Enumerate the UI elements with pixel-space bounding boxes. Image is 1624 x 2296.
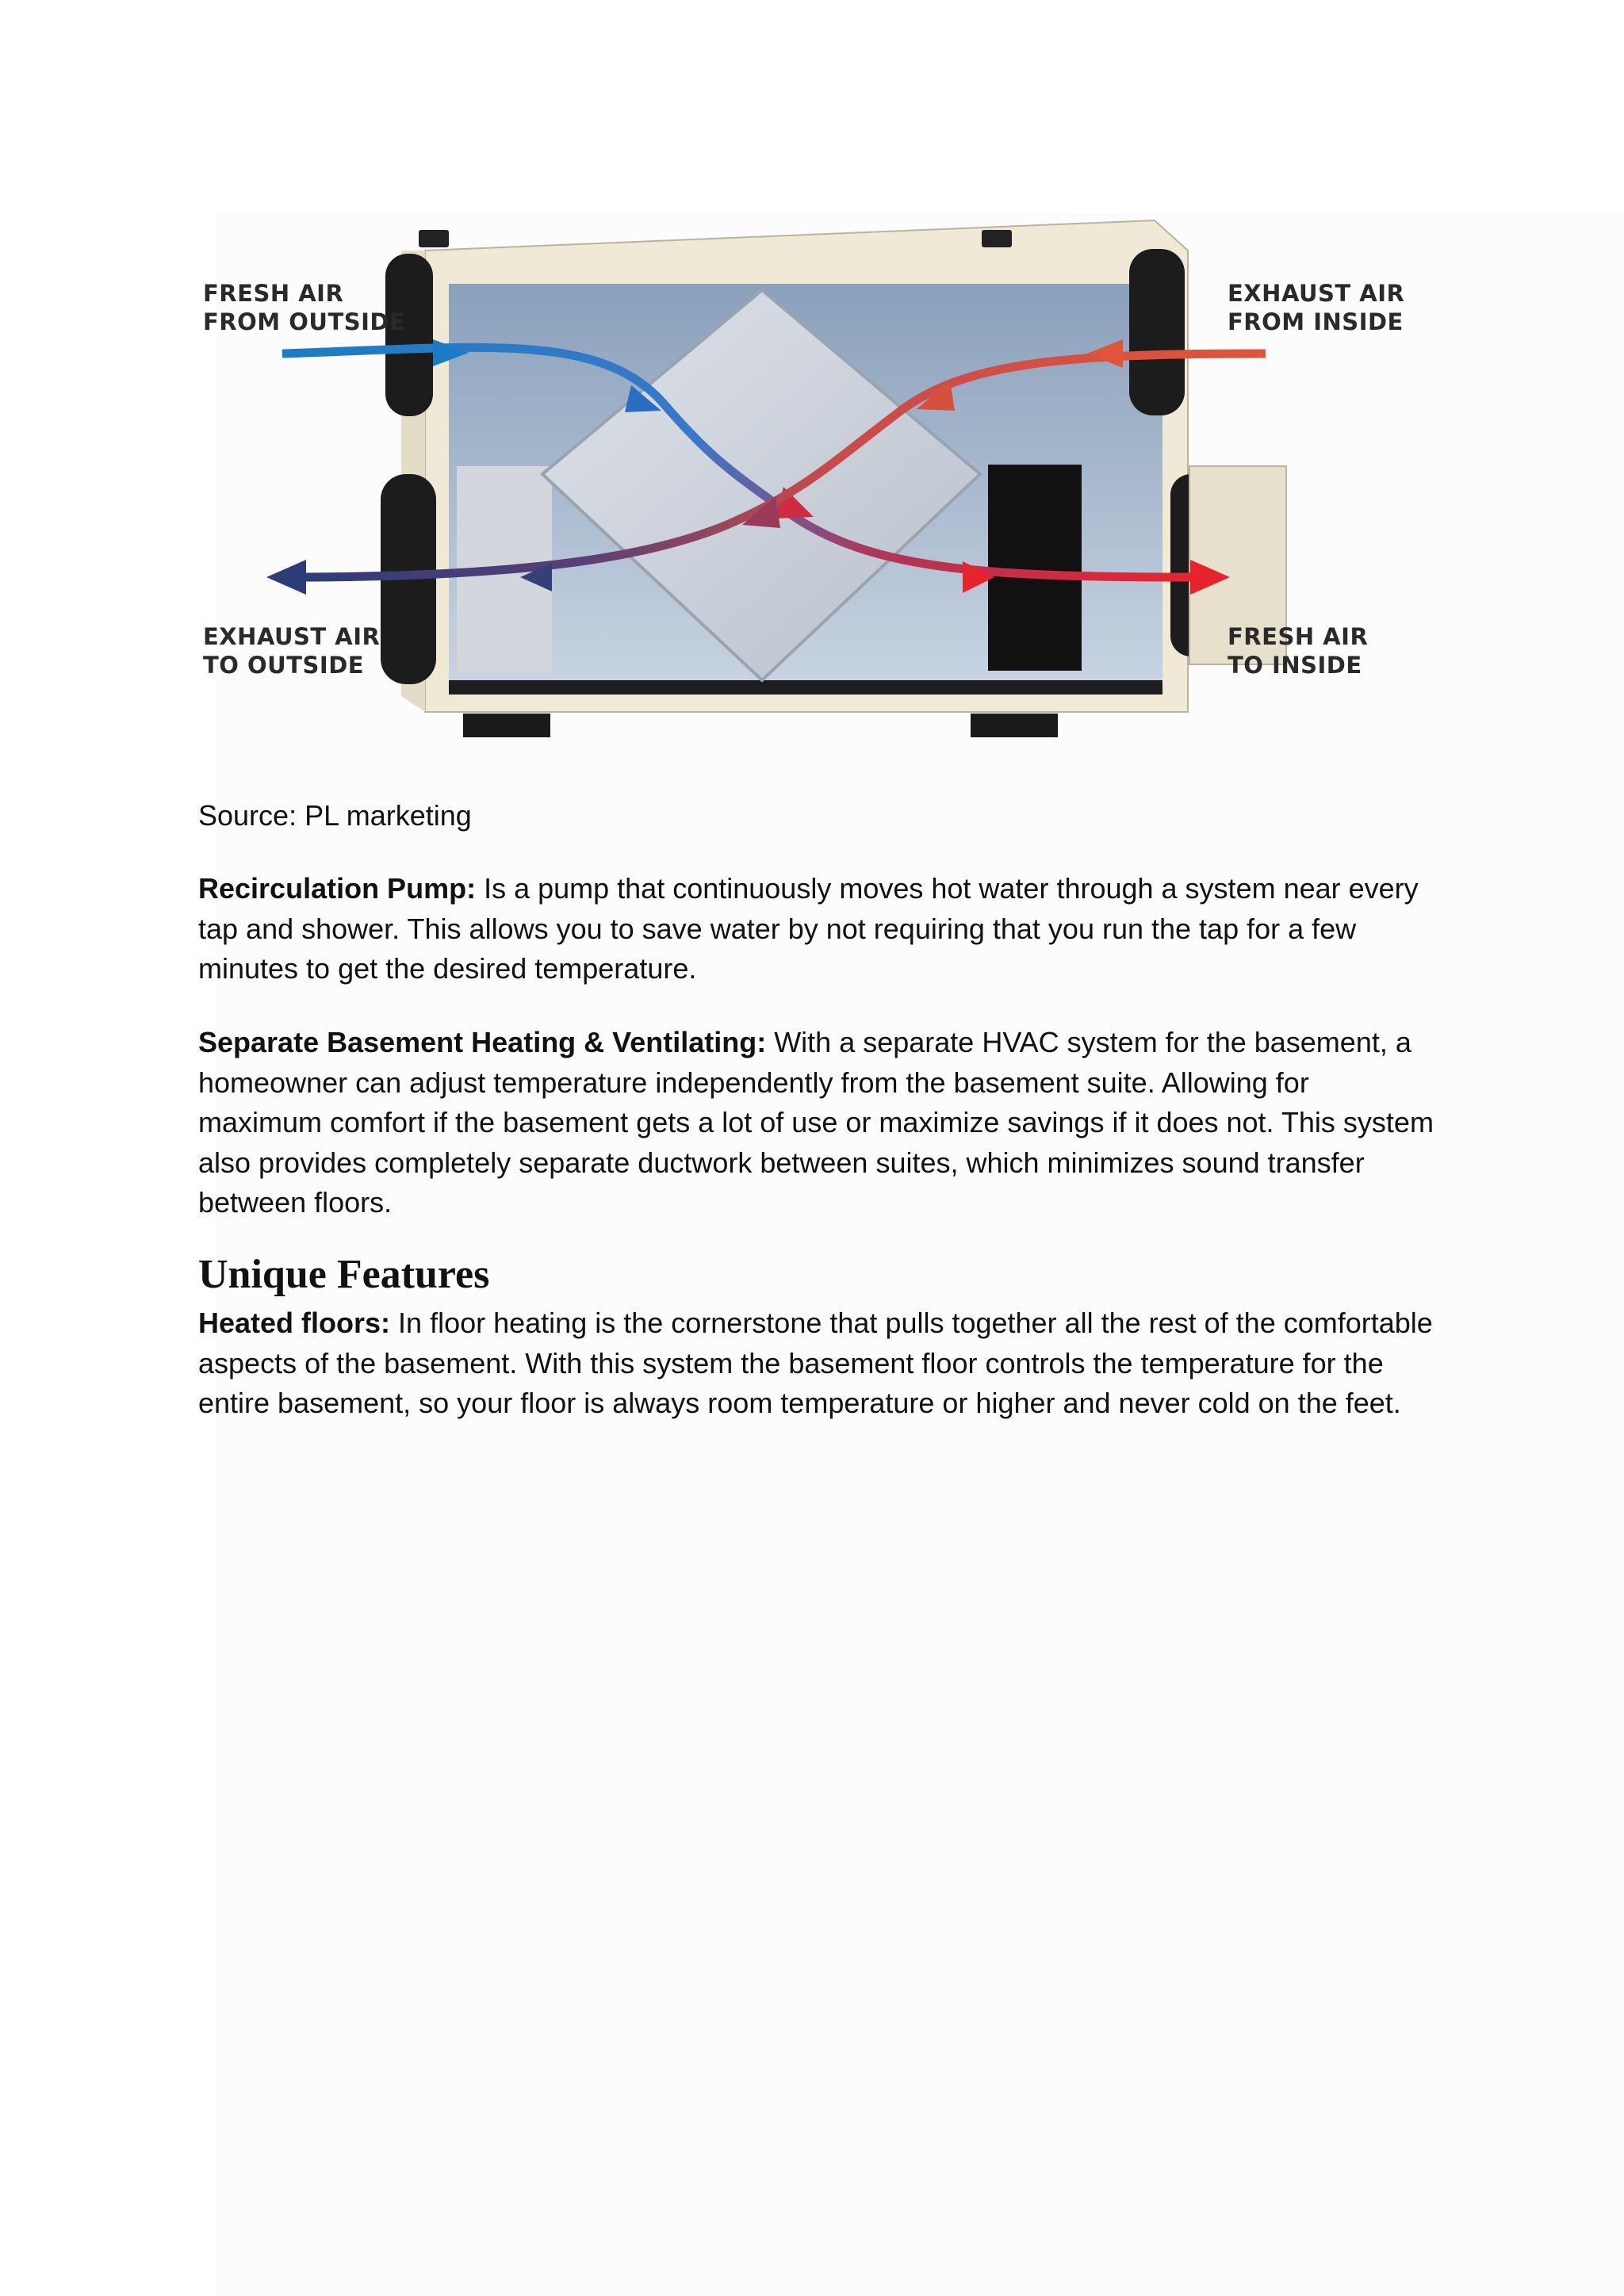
label-exhaust-air-from-inside-line1: EXHAUST AIR — [1228, 280, 1405, 307]
duct-collar-top-right — [1129, 249, 1185, 415]
label-fresh-air-from-outside-line2: FROM OUTSIDE — [203, 308, 406, 335]
figure-caption: Source: PL marketing — [198, 799, 472, 832]
description-recirculation-pump: Is a pump that continuously moves hot water through a system near every tap and shower. This allows you to save water by not requiring that you run the tap for a few minutes to get the desired temperature. — [198, 872, 1419, 985]
section-heading-unique-features: Unique Features — [198, 1252, 490, 1297]
paragraph-separate-basement-hvac — [198, 1023, 1435, 1223]
description-separate-basement-hvac: With a separate HVAC system for the basement, a homeowner can adjust temperature independently from the basement suite. Allowing for maximum comfort if the basement gets a lot of use or maximize savings if it does not. This system also provides completely separate ductwork between suites, which minimizes sound transfer between floors. — [198, 1026, 1434, 1219]
term-heated-floors: Heated floors: — [198, 1307, 391, 1339]
foot-left — [463, 714, 550, 737]
handle-right — [982, 230, 1012, 247]
term-separate-basement-hvac: Separate Basement Heating & Ventilating: — [198, 1026, 767, 1058]
foot-right — [971, 714, 1058, 737]
label-fresh-air-from-outside-line1: FRESH AIR — [203, 280, 344, 307]
label-exhaust-air-to-outside-line2: TO OUTSIDE — [203, 652, 365, 679]
label-fresh-air-to-inside-line1: FRESH AIR — [1228, 623, 1369, 650]
handle-left — [419, 230, 449, 247]
label-fresh-air-to-inside-line2: TO INSIDE — [1228, 652, 1362, 679]
term-recirculation-pump: Recirculation Pump: — [198, 872, 477, 905]
paragraph-recirculation-pump — [198, 869, 1435, 989]
hrv-airflow-diagram — [187, 212, 1434, 767]
exhaust-air-arrowhead-5 — [266, 560, 306, 595]
fan-housing-right — [988, 465, 1082, 671]
label-exhaust-air-from-inside-line2: FROM INSIDE — [1228, 308, 1404, 335]
description-heated-floors: In floor heating is the cornerstone that pulls together all the rest of the comfortable aspects of the basement. With this system the basement floor controls the temperature for the entire basement, so your floor is always room temperature or higher and never cold on the feet. — [198, 1307, 1433, 1419]
paragraph-heated-floors — [198, 1303, 1435, 1424]
label-exhaust-air-to-outside-line1: EXHAUST AIR — [203, 623, 381, 650]
